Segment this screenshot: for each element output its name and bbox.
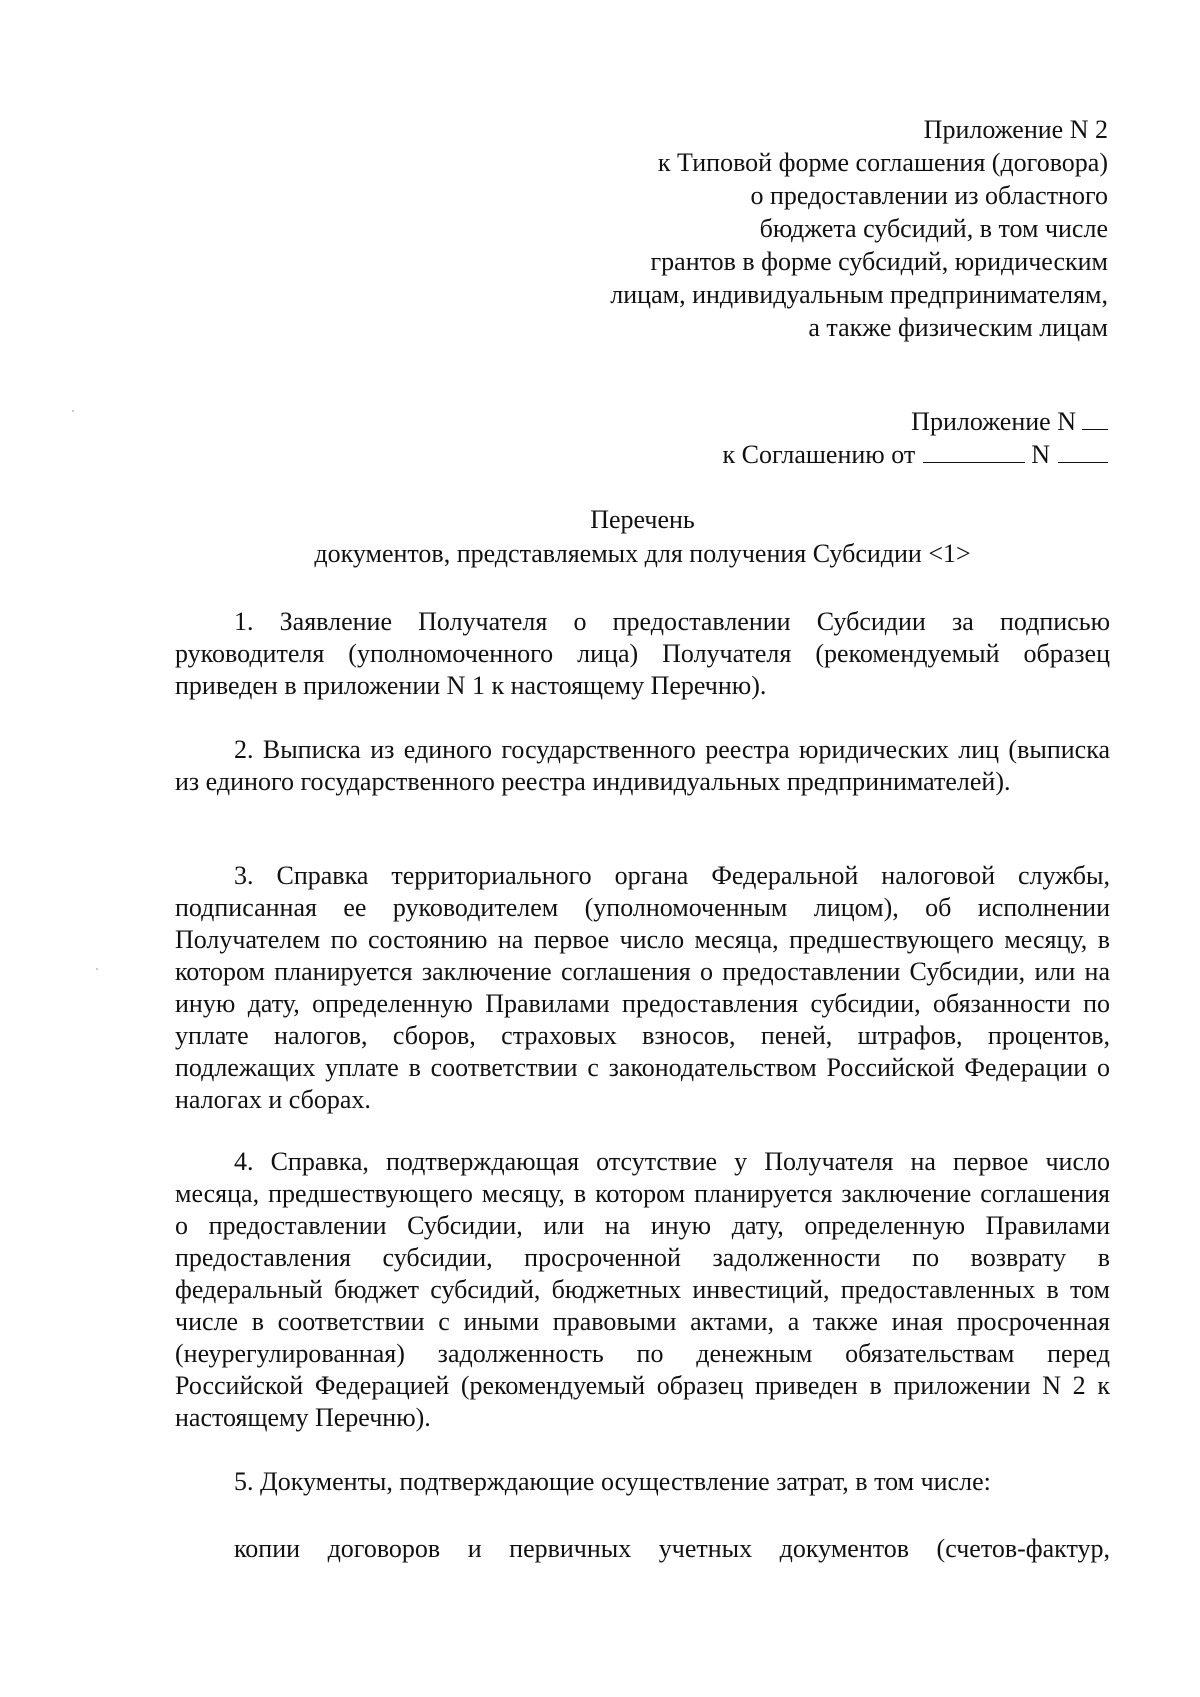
agreement-date-label: к Соглашению от	[722, 440, 916, 469]
appendix-header-line: грантов в форме субсидий, юридическим	[650, 247, 1108, 276]
list-item-2: 2. Выписка из единого государственного реестра юридических лиц (выписка из единого государственного реестра индивидуальных предпринимателей).	[175, 735, 1110, 796]
scan-speck	[72, 410, 74, 412]
document-title	[175, 503, 1110, 571]
agreement-number-label: N	[1031, 440, 1050, 469]
appendix-header-line: о предоставлении из областного	[750, 181, 1108, 210]
appendix-header-line: к Типовой форме соглашения (договора)	[657, 148, 1108, 177]
appendix-header-line: лицам, индивидуальным предпринимателям,	[610, 280, 1108, 309]
appendix-header-line: а также физическим лицам	[808, 313, 1108, 342]
title-line-2: документов, представляемых для получения Субсидии <1>	[314, 539, 971, 568]
list-item-1: 1. Заявление Получателя о предоставлении Субсидии за подписью руководителя (уполномоченного лица) Получателя (рекомендуемый образец приведен в приложении N 1 к настоящему Перечню).	[175, 607, 1110, 700]
list-item-3: 3. Справка территориального органа Федеральной налоговой службы, подписанная ее руководителем (уполномоченным лицом), об исполнении Получателем по состоянию на первое число месяца, предшествующего месяцу, в котором планируется заключение соглашения о предоставлении Субсидии, или на иную дату, определенную Правилами предоставления субсидии, обязанности по уплате налогов, сборов, страховых взносов, пеней, штрафов, процентов, подлежащих уплате в соответствии с законодательством Российской Федерации о налогах и сборах.	[175, 861, 1110, 1114]
appendix-header-line: бюджета субсидий, в том числе	[759, 214, 1108, 243]
list-item-5-subitem: копии договоров и первичных учетных документов (счетов-фактур,	[234, 1534, 1110, 1563]
agreement-appendix-number-line	[723, 405, 1108, 438]
agreement-number-blank	[1058, 440, 1108, 463]
list-item-4: 4. Справка, подтверждающая отсутствие у Получателя на первое число месяца, предшествующего месяцу, в котором планируется заключение соглашения о предоставлении Субсидии, или на иную дату, определенную Правилами предоставления субсидии, просроченной задолженности по возврату в федеральный бюджет субсидий, бюджетных инвестиций, предоставленных в том числе в соответствии с иными правовыми актами, а также иная просроченная (неурегулированная) задолженность по денежным обязательствам перед Российской Федерацией (рекомендуемый образец приведен в приложении N 2 к настоящему Перечню).	[175, 1147, 1110, 1432]
agreement-date-blank	[923, 440, 1025, 463]
list-item-5: 5. Документы, подтверждающие осуществление затрат, в том числе:	[234, 1467, 991, 1496]
appendix-header-line: Приложение N 2	[923, 115, 1108, 144]
title-line-1: Перечень	[590, 505, 695, 534]
agreement-date-line	[723, 438, 1108, 471]
agreement-appendix-label: Приложение N	[911, 407, 1076, 436]
scan-speck	[96, 968, 98, 970]
agreement-reference	[723, 405, 1108, 471]
appendix-header	[610, 113, 1108, 344]
appendix-number-blank	[1082, 407, 1108, 430]
